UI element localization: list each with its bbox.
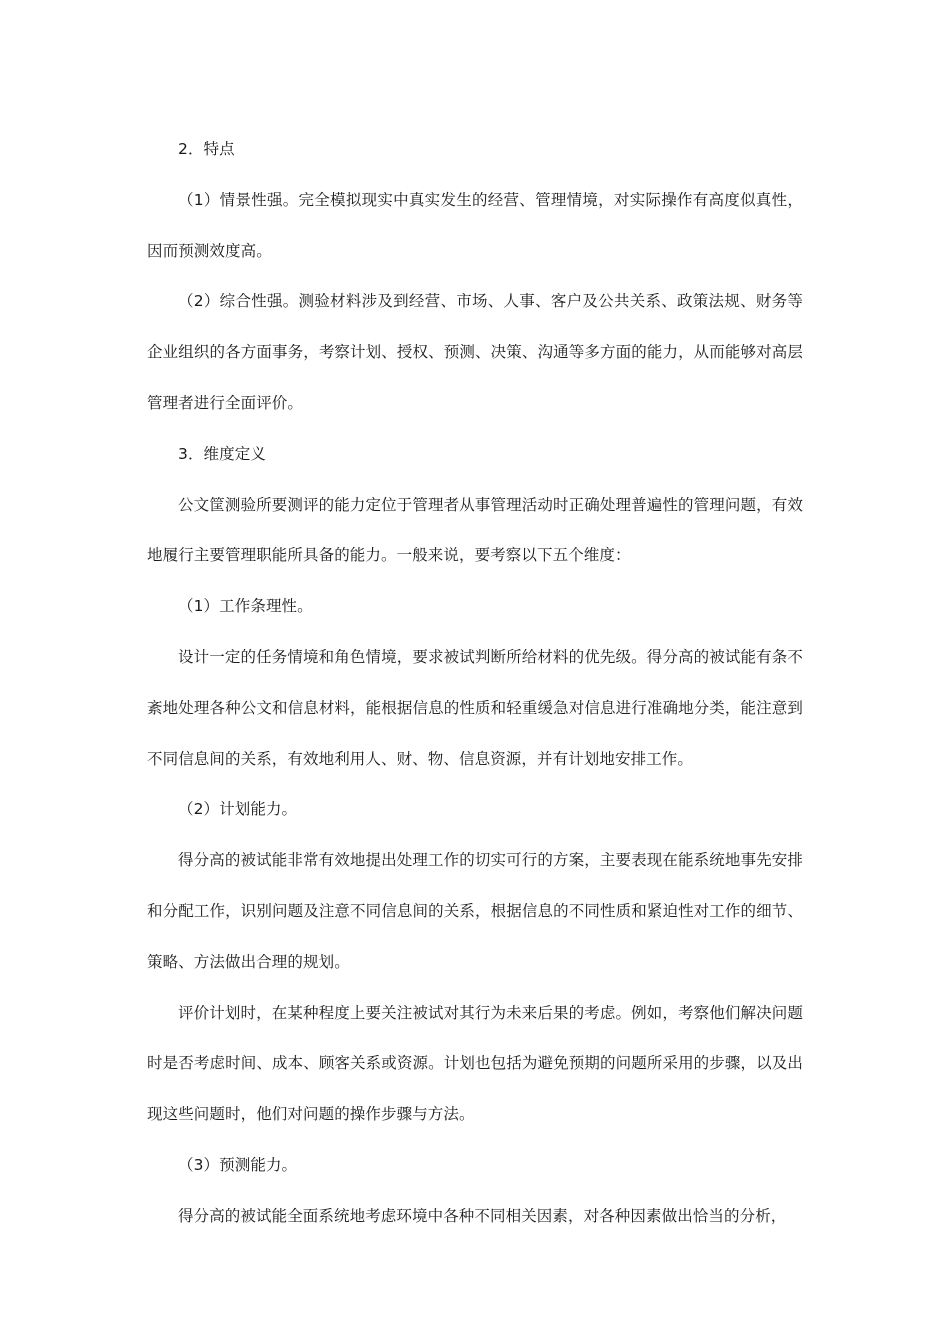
paragraph-dimension-intro: 公文筐测验所要测评的能力定位于管理者从事管理活动时正确处理普遍性的管理问题，有效地履行主要管理职能所具备的能力。一般来说，要考察以下五个维度： [147,495,803,565]
paragraph-comprehensive: （2）综合性强。测验材料涉及到经营、市场、人事、客户及公共关系、政策法规、财务等企业组织的各方面事务，考察计划、授权、预测、决策、沟通等多方面的能力，从而能够对高层管理者进行全面评价。 [147,292,803,412]
paragraph-situational: （1）情景性强。完全模拟现实中真实发生的经营、管理情境，对实际操作有高度似真性，因而预测效度高。 [147,190,803,260]
document-body [147,124,803,1242]
subheading-planning-ability: （2）计划能力。 [178,800,298,819]
subheading-work-organization: （1）工作条理性。 [178,597,313,616]
paragraph-planning-ability: 得分高的被试能非常有效地提出处理工作的切实可行的方案，主要表现在能系统地事先安排和分配工作，识别问题及注意不同信息间的关系，根据信息的不同性质和紧迫性对工作的细节、策略、方法做出合理的规划。 [147,851,803,971]
heading-dimension-definition: 3．维度定义 [178,444,266,463]
paragraph-prediction-ability: 得分高的被试能全面系统地考虑环境中各种不同相关因素，对各种因素做出恰当的分析， [178,1206,787,1225]
subheading-prediction-ability: （3）预测能力。 [178,1155,298,1174]
paragraph-work-organization: 设计一定的任务情境和角色情境，要求被试判断所给材料的优先级。得分高的被试能有条不紊地处理各种公文和信息材料，能根据信息的性质和轻重缓急对信息进行准确地分类，能注意到不同信息间的关系，有效地利用人、财、物、信息资源，并有计划地安排工作。 [147,647,803,768]
heading-features: 2．特点 [178,140,235,158]
paragraph-planning-evaluation: 评价计划时，在某种程度上要关注被试对其行为未来后果的考虑。例如，考察他们解决问题时是否考虑时间、成本、顾客关系或资源。计划也包括为避免预期的问题所采用的步骤，以及出现这些问题时，他们对问题的操作步骤与方法。 [147,1003,803,1124]
